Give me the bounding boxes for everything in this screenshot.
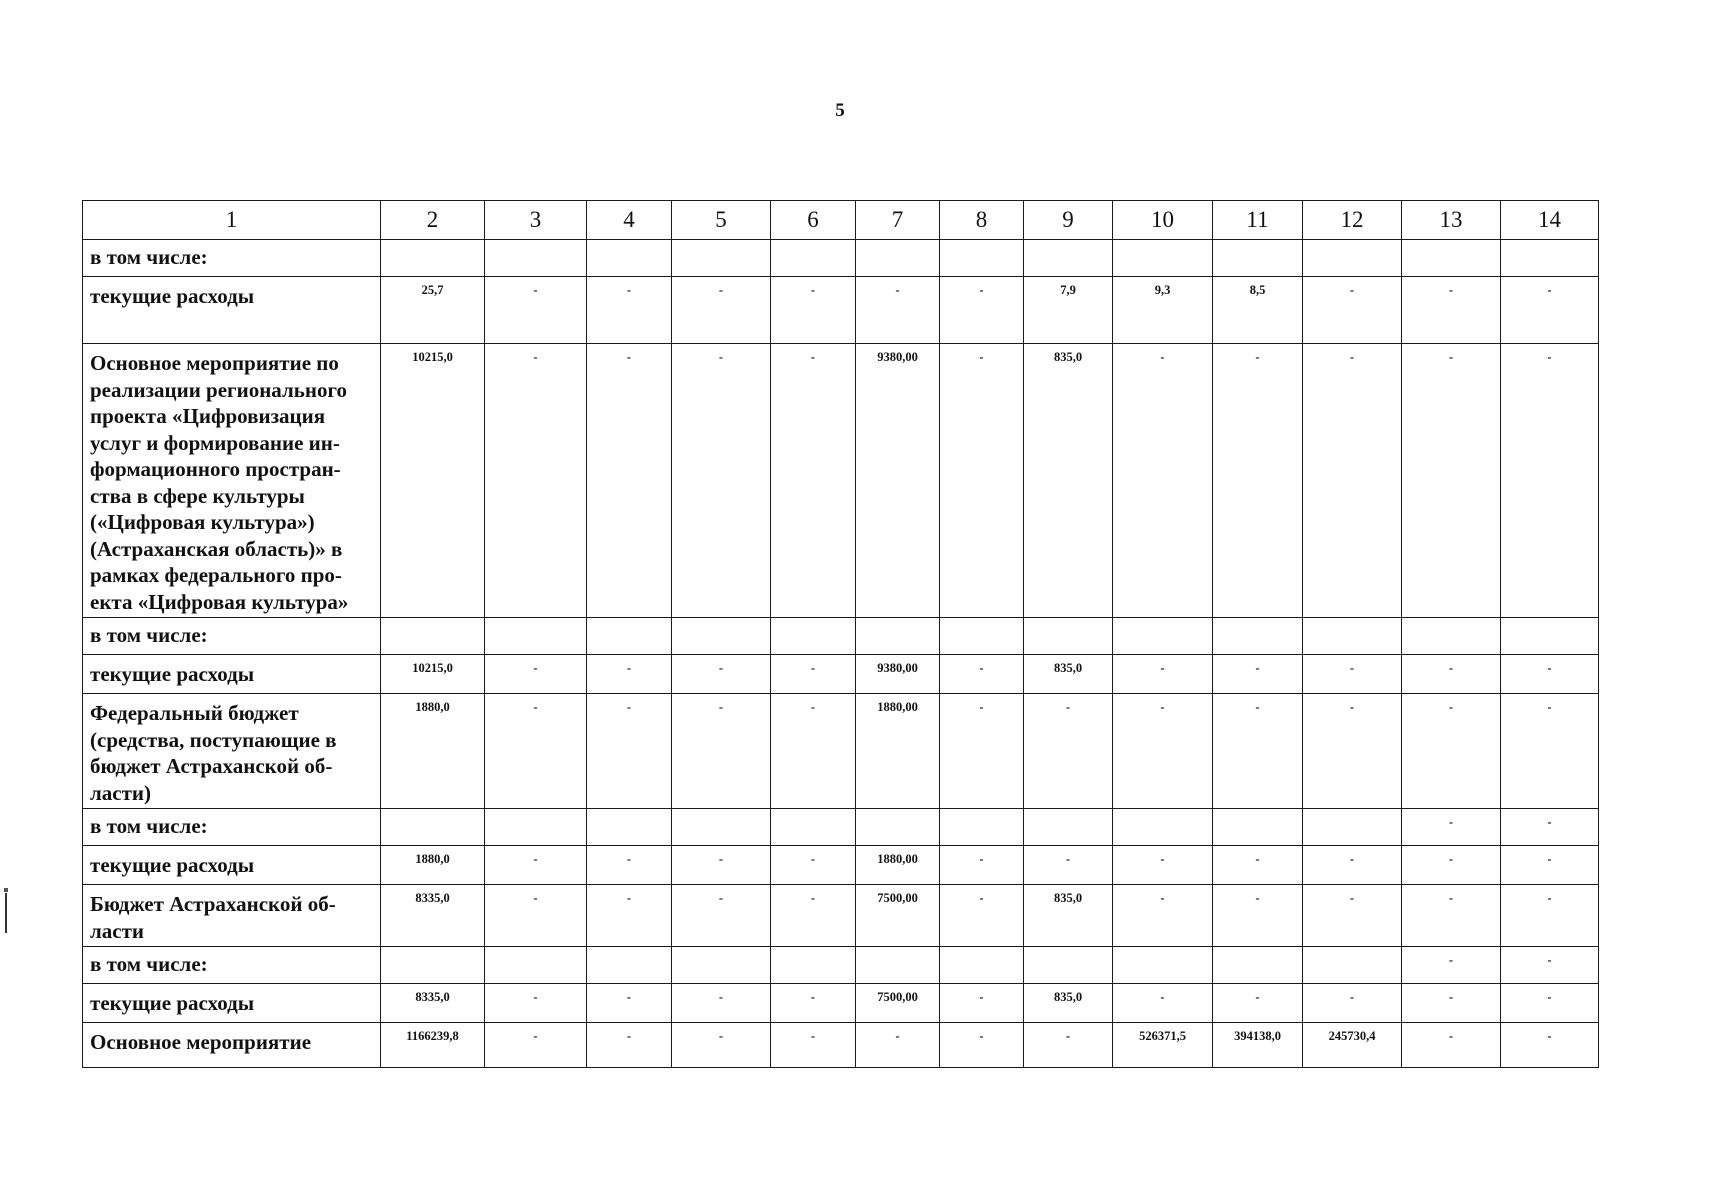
table-cell: - (1024, 1023, 1113, 1068)
table-cell (771, 947, 856, 984)
table-cell: 9380,00 (856, 344, 940, 618)
table-cell: 8,5 (1213, 277, 1303, 344)
table-cell: 835,0 (1024, 984, 1113, 1023)
table-cell: - (940, 694, 1024, 809)
table-cell: - (1501, 846, 1599, 885)
col-header: 1 (83, 201, 381, 240)
table-cell (1402, 240, 1501, 277)
table-cell: 1880,0 (381, 846, 485, 885)
table-cell: - (1024, 694, 1113, 809)
table-cell (1213, 618, 1303, 655)
table-cell (940, 618, 1024, 655)
col-header: 4 (587, 201, 672, 240)
table-cell: - (485, 1023, 587, 1068)
table-cell (1501, 618, 1599, 655)
table-cell: 7500,00 (856, 984, 940, 1023)
table-cell (672, 618, 771, 655)
table-cell: - (587, 885, 672, 947)
scan-artifact (5, 893, 7, 933)
table-row (83, 1023, 1599, 1068)
table-cell (587, 618, 672, 655)
table-cell: - (1501, 344, 1599, 618)
table-cell: - (856, 277, 940, 344)
table-cell: - (771, 277, 856, 344)
table-cell: - (1402, 655, 1501, 694)
table-cell: - (1303, 694, 1402, 809)
row-label: Бюджет Астраханской об-ласти (83, 885, 381, 947)
col-header: 2 (381, 201, 485, 240)
table-cell: - (940, 344, 1024, 618)
table-cell: - (1402, 984, 1501, 1023)
col-header: 14 (1501, 201, 1599, 240)
table-cell: - (940, 655, 1024, 694)
table-cell (1213, 947, 1303, 984)
table-cell (1024, 947, 1113, 984)
table-cell: - (1402, 277, 1501, 344)
row-label: текущие расходы (83, 846, 381, 885)
table-cell: - (1402, 846, 1501, 885)
table-cell (1113, 240, 1213, 277)
row-label: в том числе: (83, 618, 381, 655)
header-row (83, 201, 1599, 240)
table-cell (771, 240, 856, 277)
table-row (83, 277, 1599, 344)
table-cell: 1880,0 (381, 694, 485, 809)
col-header: 3 (485, 201, 587, 240)
table-cell: - (587, 984, 672, 1023)
table-cell: - (771, 885, 856, 947)
table-cell (771, 618, 856, 655)
table-cell (1213, 809, 1303, 846)
table-cell: - (1303, 984, 1402, 1023)
table-cell: - (1213, 655, 1303, 694)
table-cell (1303, 618, 1402, 655)
table-cell: - (1213, 885, 1303, 947)
table-cell: - (485, 655, 587, 694)
table-row (83, 846, 1599, 885)
table-cell (381, 809, 485, 846)
col-header: 5 (672, 201, 771, 240)
table-cell: - (856, 1023, 940, 1068)
table-cell (1303, 240, 1402, 277)
table-cell: - (1501, 655, 1599, 694)
budget-table (82, 200, 1599, 1068)
table-cell (1024, 809, 1113, 846)
table-cell: - (1213, 984, 1303, 1023)
table-cell: - (485, 885, 587, 947)
table-cell: 9,3 (1113, 277, 1213, 344)
table-cell: - (1402, 885, 1501, 947)
table-cell: - (485, 694, 587, 809)
table-row (83, 809, 1599, 846)
table-cell: 7500,00 (856, 885, 940, 947)
table-cell: - (1113, 655, 1213, 694)
table-cell: - (672, 885, 771, 947)
table-row (83, 694, 1599, 809)
table-cell: 245730,4 (1303, 1023, 1402, 1068)
table-cell: 1880,00 (856, 694, 940, 809)
table-cell: - (771, 984, 856, 1023)
table-cell (1024, 618, 1113, 655)
table-cell: - (587, 1023, 672, 1068)
col-header: 6 (771, 201, 856, 240)
col-header: 7 (856, 201, 940, 240)
table-cell: 8335,0 (381, 984, 485, 1023)
table-cell: - (672, 277, 771, 344)
table-cell: - (672, 1023, 771, 1068)
table-cell: 526371,5 (1113, 1023, 1213, 1068)
table-cell: - (1501, 809, 1599, 846)
table-cell (485, 240, 587, 277)
table-cell: - (485, 344, 587, 618)
table-cell: 835,0 (1024, 655, 1113, 694)
table-row (83, 947, 1599, 984)
table-cell: - (1402, 947, 1501, 984)
table-cell (587, 809, 672, 846)
table-row (83, 240, 1599, 277)
table-cell: - (1402, 344, 1501, 618)
table-cell: - (587, 344, 672, 618)
table-cell: 10215,0 (381, 344, 485, 618)
table-cell (771, 809, 856, 846)
table-cell: - (771, 655, 856, 694)
table-cell: 1880,00 (856, 846, 940, 885)
table-cell: 8335,0 (381, 885, 485, 947)
row-label: в том числе: (83, 240, 381, 277)
table-cell: 9380,00 (856, 655, 940, 694)
table-row (83, 885, 1599, 947)
table-cell: - (1501, 1023, 1599, 1068)
table-cell (940, 947, 1024, 984)
scan-artifact (4, 888, 8, 892)
table-cell: - (672, 846, 771, 885)
table-cell: - (940, 846, 1024, 885)
table-cell (940, 809, 1024, 846)
table-cell (1113, 618, 1213, 655)
table-cell: - (1303, 655, 1402, 694)
table-cell: - (1303, 885, 1402, 947)
table-cell: - (1501, 947, 1599, 984)
table-cell: - (771, 846, 856, 885)
table-cell: - (1113, 694, 1213, 809)
table-cell (1402, 618, 1501, 655)
table-cell: - (1402, 1023, 1501, 1068)
table-cell: - (940, 277, 1024, 344)
table-cell: 25,7 (381, 277, 485, 344)
table-row (83, 655, 1599, 694)
table-cell: - (1402, 694, 1501, 809)
row-label: в том числе: (83, 947, 381, 984)
table-cell (1501, 240, 1599, 277)
table-cell (587, 947, 672, 984)
row-label: текущие расходы (83, 277, 381, 344)
row-label: Федеральный бюджет (средства, поступающие в бюджет Астраханской об-ласти) (83, 694, 381, 809)
table-cell: - (672, 694, 771, 809)
table-cell: - (587, 655, 672, 694)
table-cell: - (1303, 846, 1402, 885)
table-cell: - (940, 984, 1024, 1023)
table-cell (1113, 947, 1213, 984)
row-label: Основное мероприятие (83, 1023, 381, 1068)
table-cell (856, 809, 940, 846)
table-cell (856, 240, 940, 277)
table-cell (940, 240, 1024, 277)
table-cell (485, 809, 587, 846)
row-label: текущие расходы (83, 984, 381, 1023)
table-cell: - (485, 984, 587, 1023)
table-cell: - (1501, 694, 1599, 809)
table-cell: - (1402, 809, 1501, 846)
table-cell (672, 240, 771, 277)
table-cell: - (587, 694, 672, 809)
table-cell: - (1024, 846, 1113, 885)
table-cell: - (485, 846, 587, 885)
col-header: 11 (1213, 201, 1303, 240)
table-cell (485, 618, 587, 655)
table-cell: - (771, 1023, 856, 1068)
table-cell: - (940, 1023, 1024, 1068)
table-cell: - (485, 277, 587, 344)
table-cell: - (1213, 344, 1303, 618)
table-cell: - (1113, 984, 1213, 1023)
table-cell (1303, 809, 1402, 846)
row-label: Основное мероприятие по реализации регионального проекта «Цифровизация услуг и формирование ин-формационного простран-ства в сфере культуры («Цифровая культура») (Астраханская область)» в рамках федерального про-екта «Цифровая культура» (83, 344, 381, 618)
table-cell: - (1501, 984, 1599, 1023)
table-cell: - (1501, 277, 1599, 344)
table-cell: 1166239,8 (381, 1023, 485, 1068)
table-cell: 10215,0 (381, 655, 485, 694)
table-cell: - (672, 344, 771, 618)
table-cell: - (771, 344, 856, 618)
table-cell: - (1213, 846, 1303, 885)
table-cell (856, 947, 940, 984)
table-cell (1303, 947, 1402, 984)
row-label: в том числе: (83, 809, 381, 846)
col-header: 8 (940, 201, 1024, 240)
table-cell (672, 809, 771, 846)
table-cell (587, 240, 672, 277)
table-cell (381, 618, 485, 655)
table-cell (1113, 809, 1213, 846)
table-cell: - (1213, 694, 1303, 809)
table-cell: 835,0 (1024, 885, 1113, 947)
table-cell: - (672, 655, 771, 694)
table-cell (381, 240, 485, 277)
table-cell: 394138,0 (1213, 1023, 1303, 1068)
col-header: 13 (1402, 201, 1501, 240)
col-header: 10 (1113, 201, 1213, 240)
table-cell: - (1113, 846, 1213, 885)
table-cell (672, 947, 771, 984)
table-cell: - (1303, 344, 1402, 618)
row-label: текущие расходы (83, 655, 381, 694)
table-cell (1024, 240, 1113, 277)
table-cell: - (1113, 344, 1213, 618)
table-cell: - (771, 694, 856, 809)
table-cell: - (1501, 885, 1599, 947)
table-cell (856, 618, 940, 655)
table-cell (1213, 240, 1303, 277)
table-cell: - (1113, 885, 1213, 947)
table-row (83, 344, 1599, 618)
table-cell: 835,0 (1024, 344, 1113, 618)
table-row (83, 618, 1599, 655)
table-cell: - (587, 846, 672, 885)
table-cell (381, 947, 485, 984)
col-header: 9 (1024, 201, 1113, 240)
table-cell (485, 947, 587, 984)
col-header: 12 (1303, 201, 1402, 240)
table-cell: - (672, 984, 771, 1023)
table-cell: - (1303, 277, 1402, 344)
table-cell: - (940, 885, 1024, 947)
table-cell: - (587, 277, 672, 344)
table-cell: 7,9 (1024, 277, 1113, 344)
page-number: 5 (835, 100, 845, 121)
table-row (83, 984, 1599, 1023)
